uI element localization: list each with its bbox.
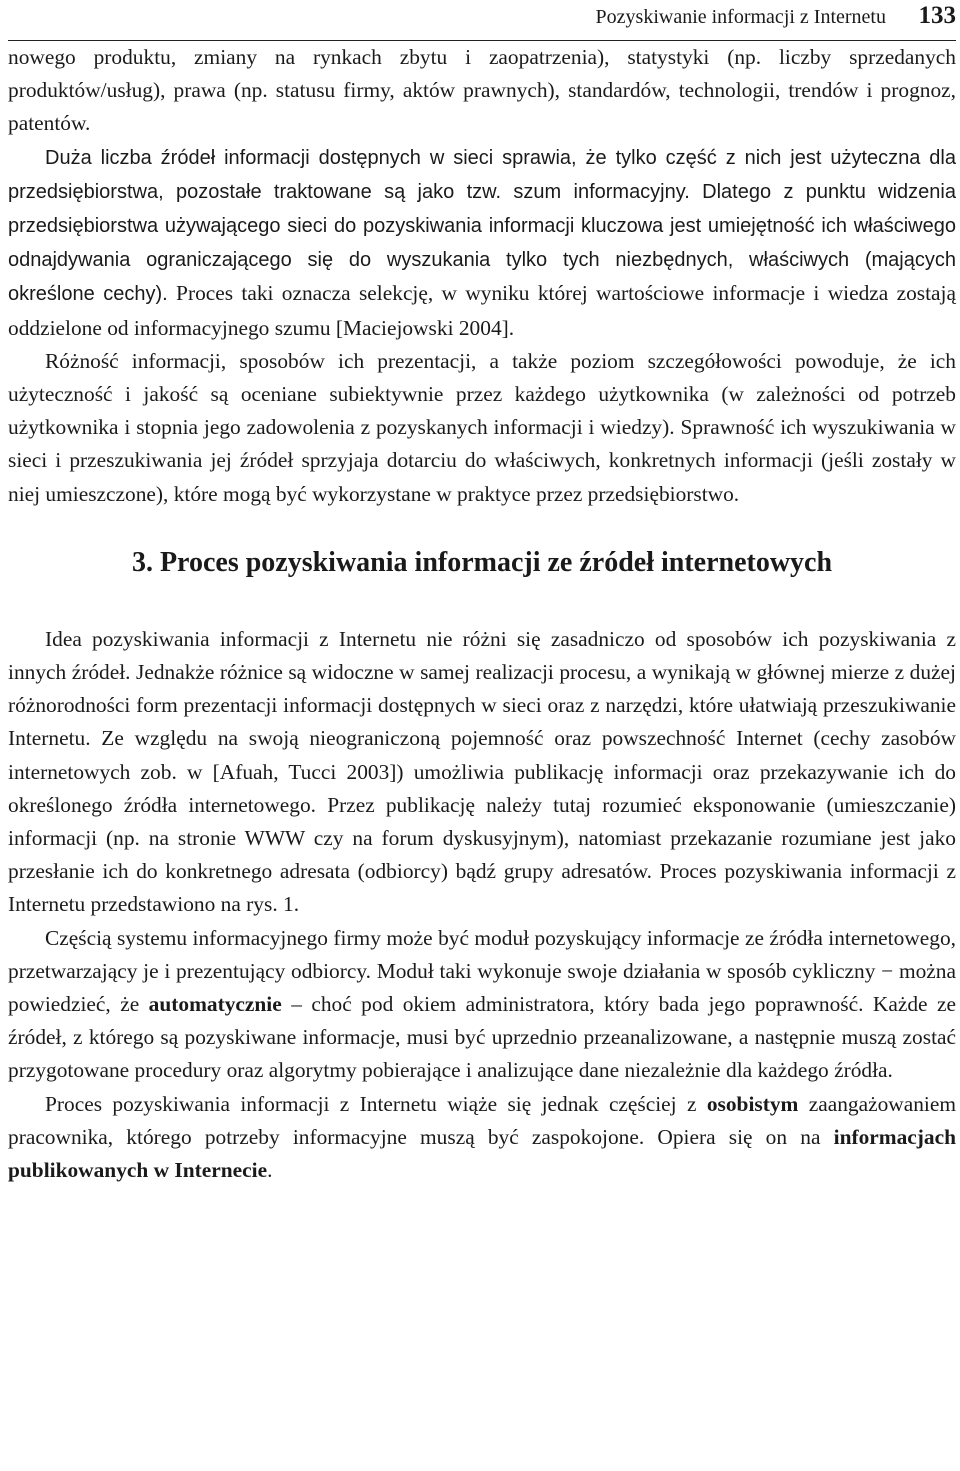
paragraph-6-text-c: . xyxy=(267,1158,273,1183)
paragraph-3 xyxy=(8,345,956,511)
paragraph-3-serif-text: Sprawność ich wyszukiwania w sieci i przeszukiwania jej źródeł sprzyjaja dotarciu do właściwych, konkretnych informacji (jeśli zostały w niej umieszczone), które mogą być wykorzystane w praktyce przez przedsiębiorstwo. xyxy=(8,415,956,506)
paragraph-6 xyxy=(8,1088,956,1188)
paragraph-2-serif-text: Proces taki oznacza selekcję, w wyniku której wartościowe informacje i wiedza zostają oddzielone od informacyjnego szumu [Maciejowski 2004]. xyxy=(8,281,956,340)
paragraph-5-bold: automatycznie xyxy=(148,992,282,1017)
paragraph-5-text-a: Częścią systemu informacyjnego firmy może być moduł pozyskujący informacje ze źródła internetowego, przetwarzający je i prezentujący odbiorcy. Moduł taki wykonuje swoje działania w sposób cykliczny − można powiedzieć, że xyxy=(8,925,956,1017)
paragraph-2-sans-text: Duża liczba źródeł informacji dostępnych w sieci sprawia, że tylko część z nich jest użyteczna dla przedsiębiorstwa, pozostałe traktowane są jako tzw. szum informacyjny. Dlatego z punktu widzenia przedsiębiorstwa używającego sieci do pozyskiwania informacji kluczowa jest umiejętność ich właściwego odnajdywania ograniczającego się do wyszukania tylko tych niezbędnych, właściwych (mających określone cechy). xyxy=(8,146,956,306)
paragraph-6-bold-a: osobistym xyxy=(706,1091,799,1116)
paragraph-6-text-b: zaangażowaniem pracownika, którego potrzeby informacyjne muszą być zaspokojone. Opiera się on na xyxy=(8,1091,956,1149)
paragraph-3-sans-text: Różność informacji, sposobów ich prezentacji, a także poziom szczegółowości powoduje, że ich użyteczność i jakość są oceniane subiektywnie przez każdego użytkownika (w zależności od potrzeb użytkownika i stopnia jego zadowolenia z pozyskanych informacji i wiedzy). xyxy=(8,348,956,440)
section-heading: 3. Proces pozyskiwania informacji ze źródeł internetowych xyxy=(131,546,833,578)
paragraph-4 xyxy=(8,623,956,922)
page-number: 133 xyxy=(918,2,956,29)
paragraph-1 xyxy=(8,41,956,141)
paragraph-6-text-a: Proces pozyskiwania informacji z Internetu wiąże się jednak częściej z xyxy=(45,1091,707,1116)
body-text xyxy=(8,41,956,1187)
running-title: Pozyskiwanie informacji z Internetu xyxy=(595,6,886,28)
paragraph-4-text: Idea pozyskiwania informacji z Internetu nie różni się zasadniczo od sposobów ich pozyskiwania z innych źródeł. Jednakże różnice są widoczne w samej realizacji procesu, a wynikają w głównej mierze z dużej różnorodności form prezentacji informacji dostępnych w sieci oraz z narzędzi, które ułatwiają przeszukiwanie Internetu. Ze względu na swoją nieograniczoną pojemność oraz powszechność Internet (cechy zasobów internetowych zob. w [Afuah, Tucci 2003]) umożliwia publikację informacji oraz przekazywanie ich do określonego źródła internetowego. Przez publikację należy tutaj rozumieć eksponowanie (umieszczanie) informacji (np. na stronie WWW czy na forum dyskusyjnym), natomiast przekazanie rozumiane jest jako przesłanie ich do konkretnego adresata (odbiorcy) bądź grupy adresatów. Proces pozyskiwania informacji z Internetu przedstawiono na rys. 1. xyxy=(8,626,956,917)
paragraph-5-text-b: – choć pod okiem administratora, który bada jego poprawność. Każde ze źródeł, z którego są pozyskiwane informacje, musi być uprzednio przeanalizowane, a następnie muszą zostać przygotowane procedury oraz algorytmy pobierające i analizujące dane niezależnie dla każdego źródła. xyxy=(8,992,956,1083)
paragraph-5 xyxy=(8,922,956,1088)
paragraph-2 xyxy=(8,141,956,345)
running-header xyxy=(8,0,956,41)
paragraph-1-text: nowego produktu, zmiany na rynkach zbytu i zaopatrzenia), statystyki (np. liczby sprzedanych produktów/usług), prawa (np. statusu firmy, aktów prawnych), standardów, technologii, trendów i prognoz, patentów. xyxy=(8,45,956,136)
paragraph-6-bold-b: informacjach publikowanych w Internecie xyxy=(8,1124,956,1183)
